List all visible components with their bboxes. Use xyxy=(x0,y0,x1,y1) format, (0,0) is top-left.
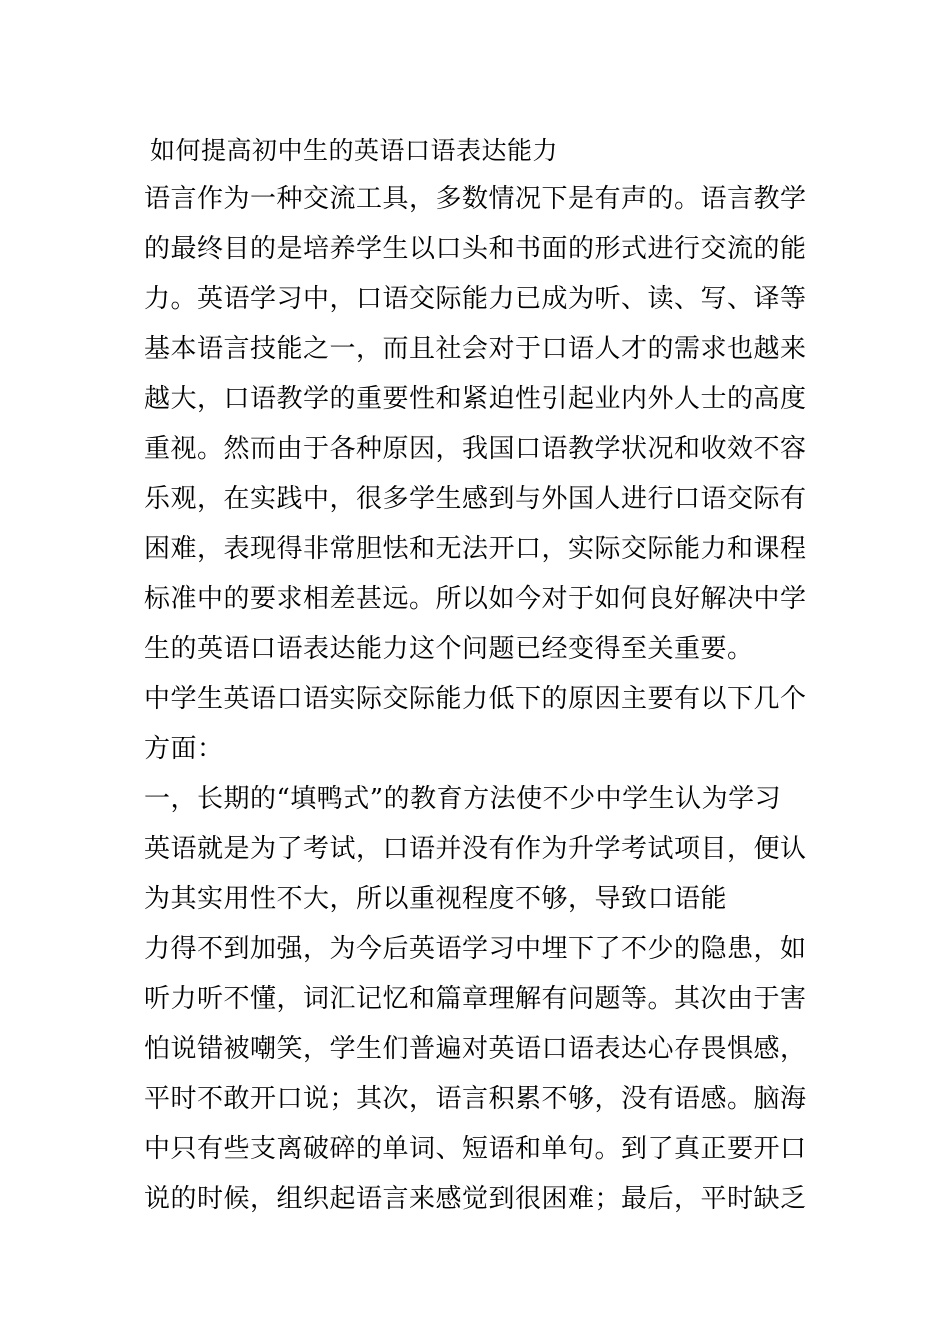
paragraph-line: 困难，表现得非常胆怯和无法开口，实际交际能力和课程 xyxy=(144,534,807,564)
document-body xyxy=(144,128,814,1224)
paragraph-line: 中学生英语口语实际交际能力低下的原因主要有以下几个 xyxy=(144,684,807,714)
document-title: 如何提高初中生的英语口语表达能力 xyxy=(150,136,559,165)
paragraph-line: 怕说错被嘲笑，学生们普遍对英语口语表达心存畏惧感， xyxy=(144,1034,807,1064)
paragraph-line: 力得不到加强，为今后英语学习中埋下了不少的隐患，如 xyxy=(144,934,807,964)
paragraph-line: 基本语言技能之一，而且社会对于口语人才的需求也越来 xyxy=(144,334,807,364)
paragraph-line: 为其实用性不大，所以重视程度不够，导致口语能 xyxy=(144,884,728,914)
paragraph-line: 的最终目的是培养学生以口头和书面的形式进行交流的能 xyxy=(144,234,807,264)
paragraph-line: 方面： xyxy=(144,734,224,764)
paragraph-line: 一，长期的“填鸭式”的教育方法使不少中学生认为学习 xyxy=(144,784,782,814)
paragraph-line: 语言作为一种交流工具，多数情况下是有声的。语言教学 xyxy=(144,184,807,214)
paragraph-line: 平时不敢开口说；其次，语言积累不够，没有语感。脑海 xyxy=(144,1084,807,1114)
paragraph-line: 标准中的要求相差甚远。所以如今对于如何良好解决中学 xyxy=(144,584,807,614)
paragraph-line: 说的时候，组织起语言来感觉到很困难；最后，平时缺乏 xyxy=(144,1184,807,1214)
paragraph-line: 听力听不懂，词汇记忆和篇章理解有问题等。其次由于害 xyxy=(144,984,807,1014)
paragraph-line: 力。英语学习中，口语交际能力已成为听、读、写、译等 xyxy=(144,284,807,314)
paragraph-line: 英语就是为了考试，口语并没有作为升学考试项目，便认 xyxy=(144,834,807,864)
paragraph-line: 生的英语口语表达能力这个问题已经变得至关重要。 xyxy=(144,634,754,664)
paragraph-line: 乐观，在实践中，很多学生感到与外国人进行口语交际有 xyxy=(144,484,807,514)
paragraph-line: 越大，口语教学的重要性和紧迫性引起业内外人士的高度 xyxy=(144,384,807,414)
paragraph-line: 中只有些支离破碎的单词、短语和单句。到了真正要开口 xyxy=(144,1134,807,1164)
paragraph-line: 重视。然而由于各种原因，我国口语教学状况和收效不容 xyxy=(144,434,807,464)
